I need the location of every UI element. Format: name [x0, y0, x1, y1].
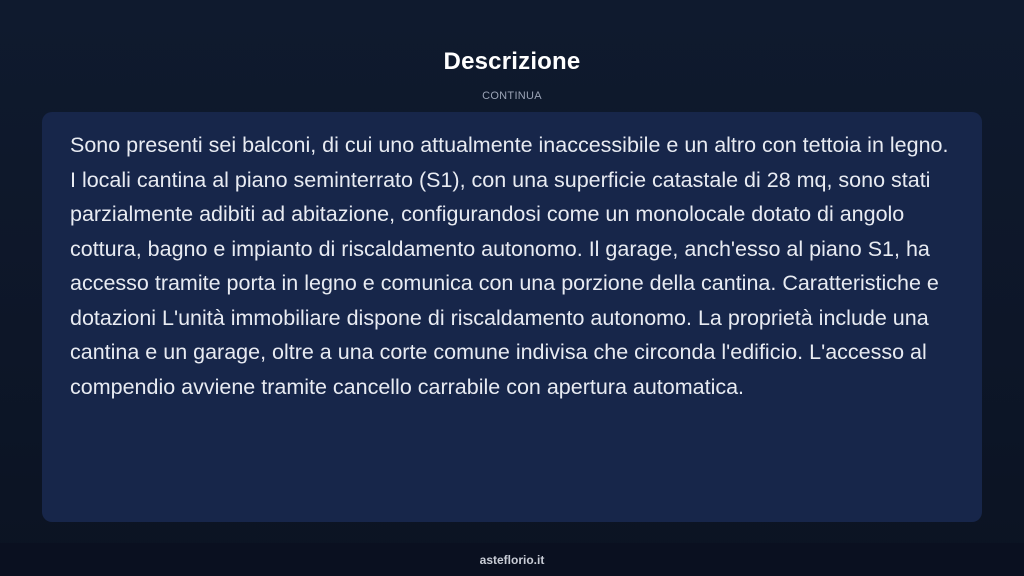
description-text: Sono presenti sei balconi, di cui uno attualmente inaccessibile e un altro con tettoia in legno. I locali cantina al piano seminterrato (S1), con una superficie catastale di 28 mq, sono stati parzialmente adibiti ad abitazione, configurandosi come un monolocale dotato di angolo cottura, bagno e impianto di riscaldamento autonomo. Il garage, anch'esso al piano S1, ha accesso tramite porta in legno e comunica con una porzione della cantina. Caratteristiche e dotazioni L'unità immobiliare dispone di riscaldamento autonomo. La proprietà include una cantina e un garage, oltre a una corte comune indivisa che circonda l'edificio. L'accesso al compendio avviene tramite cancello carrabile con apertura automatica. [70, 133, 949, 399]
description-card [42, 112, 982, 522]
page-title: Descrizione [443, 48, 581, 75]
site-label: asteflorio.it [479, 553, 545, 567]
footer-bar [0, 543, 1024, 576]
continued-label: CONTINUA [482, 90, 542, 102]
